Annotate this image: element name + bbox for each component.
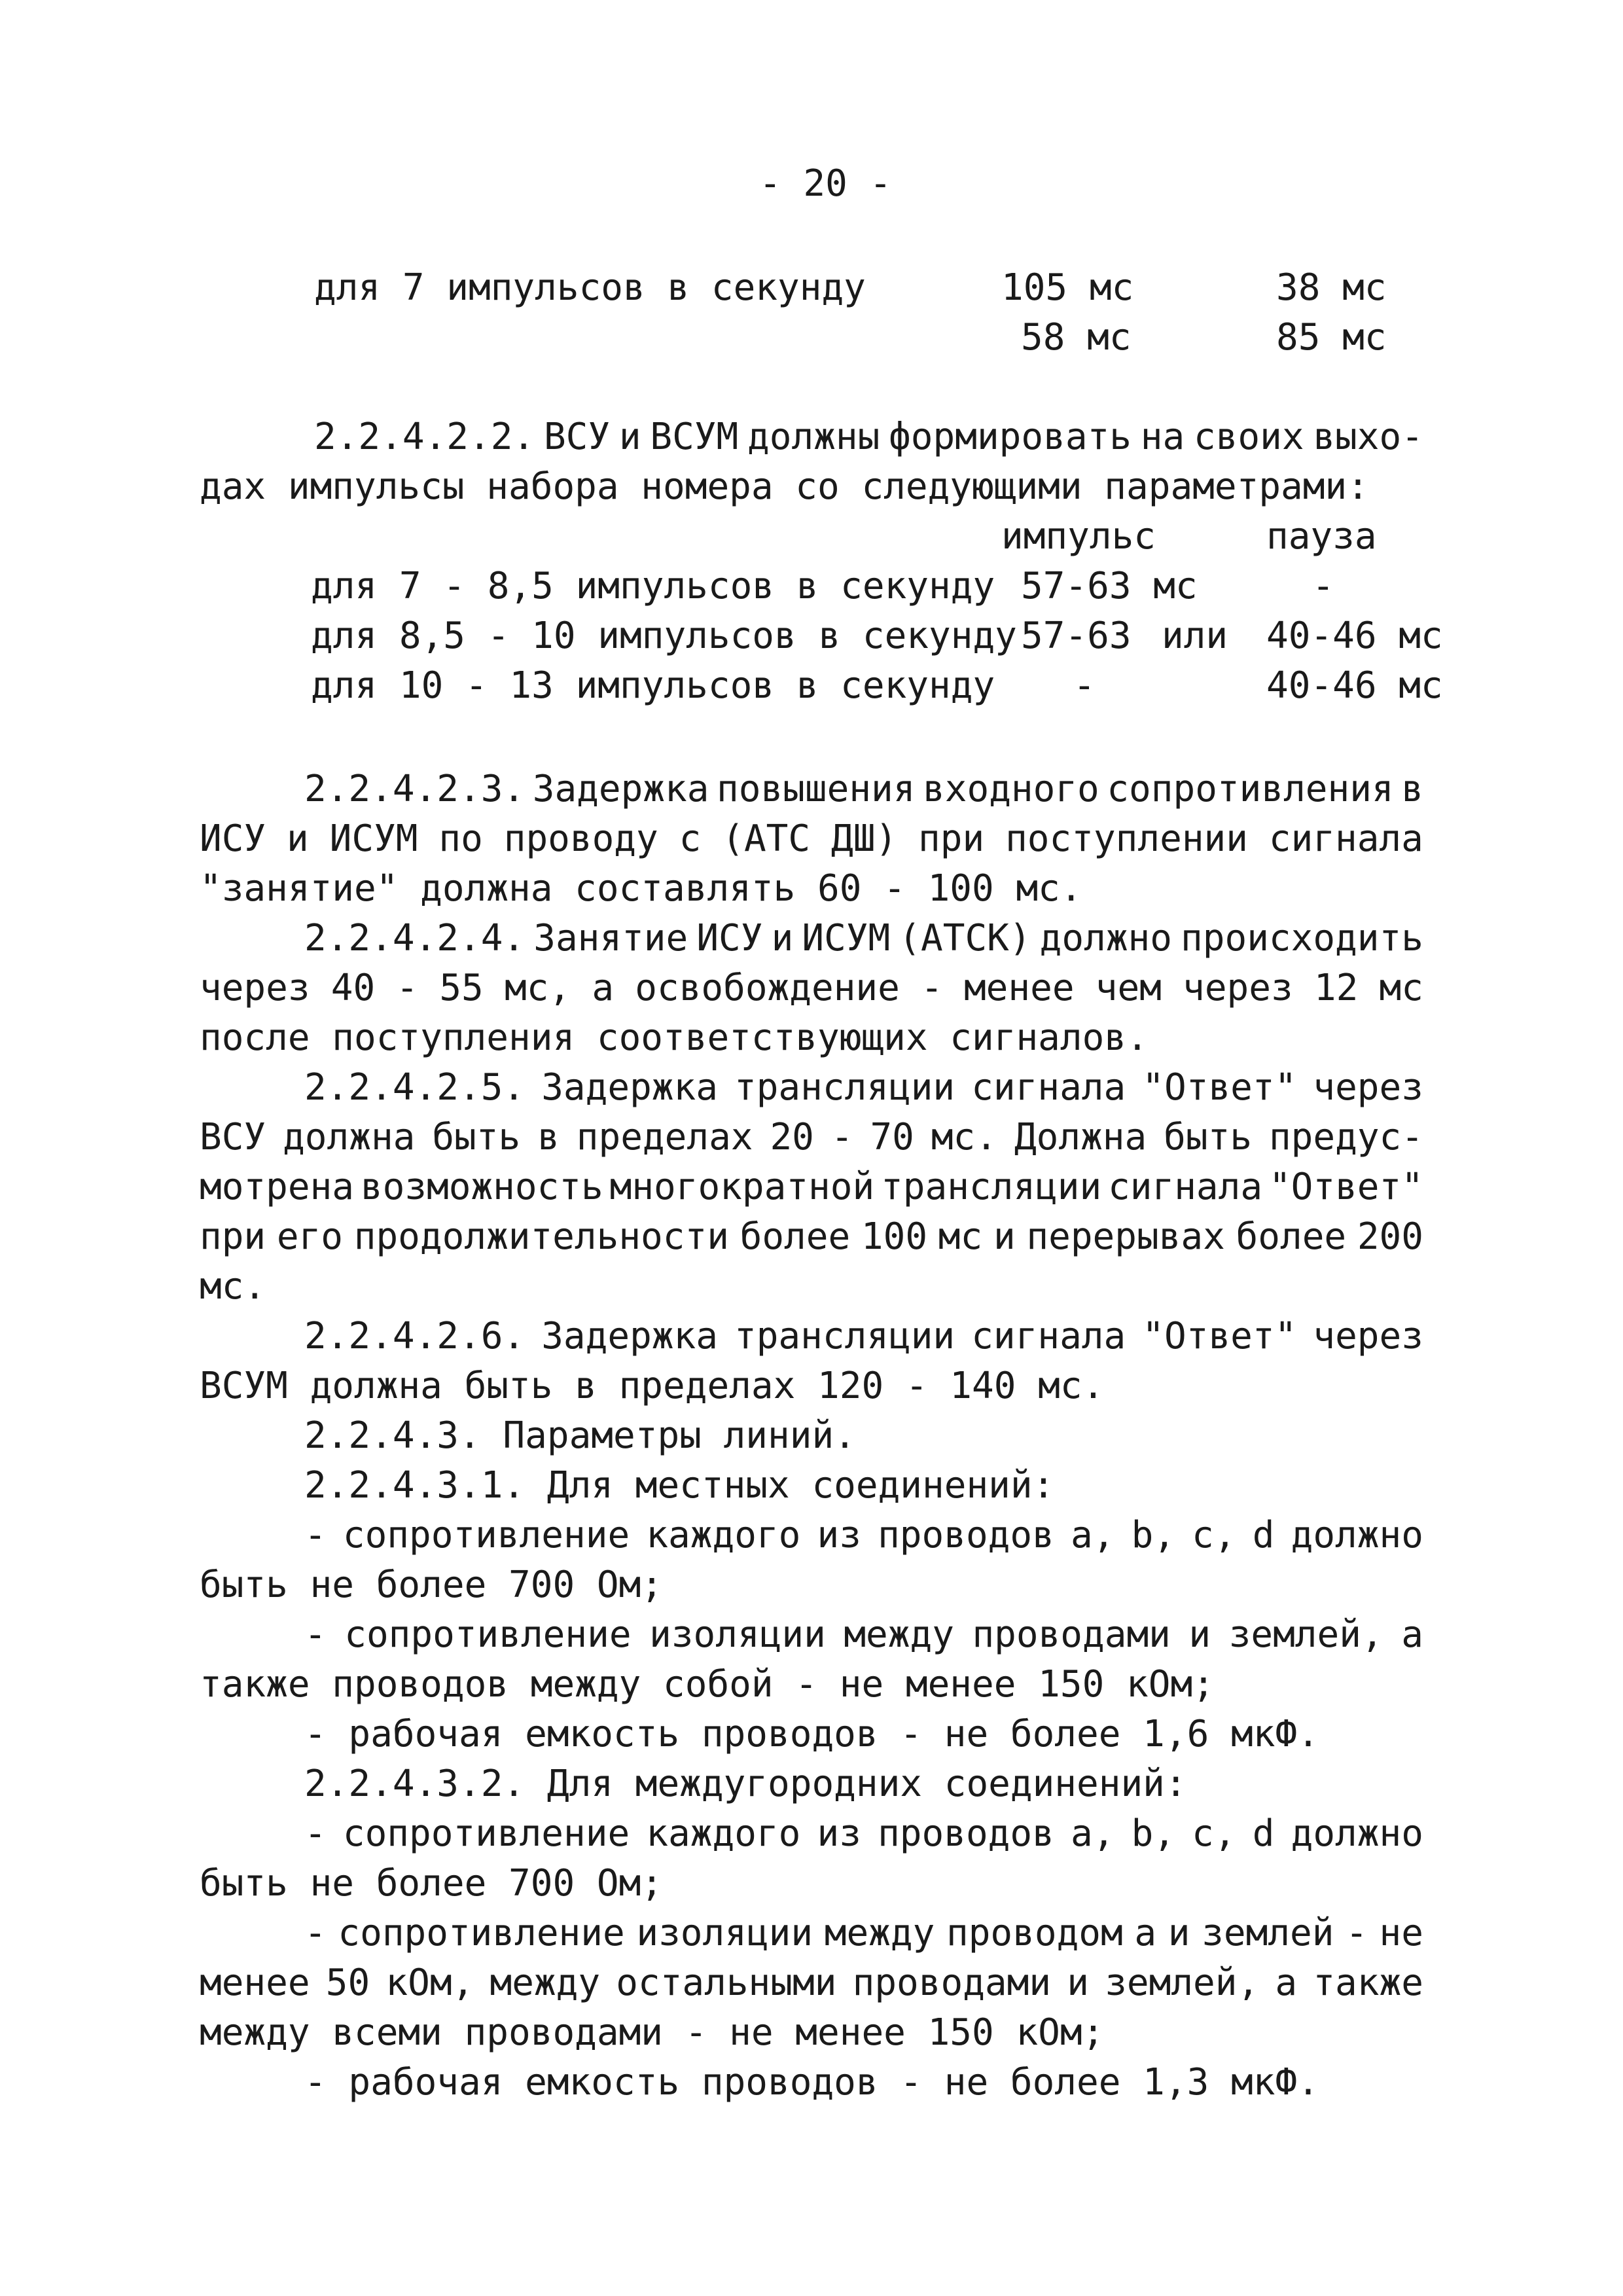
paragraph-line <box>200 1212 1423 1262</box>
word: (АТСК) <box>899 917 1031 960</box>
word: должно <box>1039 917 1172 960</box>
word: Задержка <box>532 768 709 810</box>
word: входного <box>923 768 1099 810</box>
word: "Ответ" <box>1142 1066 1297 1109</box>
word: возможность <box>360 1166 603 1208</box>
word: менее <box>963 967 1075 1009</box>
word: d <box>1252 1514 1275 1556</box>
word: землей <box>1202 1912 1334 1954</box>
word: проводов <box>878 1514 1054 1556</box>
rate-label: для 8,5 - 10 импульсов в секунду <box>311 615 1017 657</box>
word: 2.2.4.2.6. <box>304 1315 526 1357</box>
word: не <box>1379 1912 1423 1954</box>
word: между <box>824 1912 935 1954</box>
word: проводов <box>878 1812 1054 1855</box>
word: ИСУ <box>696 917 763 960</box>
word: Должна <box>1014 1116 1147 1158</box>
word: a <box>1134 1912 1157 1954</box>
value-cell: 57-63 мс <box>1021 565 1198 607</box>
word: и <box>771 917 794 960</box>
paragraph-line: после поступления соответствующих сигналов. <box>200 1016 1149 1059</box>
paragraph-line <box>200 814 1423 864</box>
value-cell: 57-63 <box>1021 615 1132 657</box>
word: более <box>740 1215 851 1258</box>
word: мотрена <box>200 1166 355 1208</box>
word: предус- <box>1268 1116 1423 1158</box>
word: изоляции <box>649 1613 826 1656</box>
word: и <box>618 416 641 458</box>
word: a, <box>1070 1812 1115 1855</box>
word: сигнала <box>971 1315 1126 1357</box>
word: - <box>304 1812 327 1855</box>
rate-label: для 7 импульсов в секунду <box>314 266 866 309</box>
word: b, <box>1131 1514 1175 1556</box>
word: каждого <box>646 1812 801 1855</box>
word: 200 <box>1357 1215 1423 1258</box>
word: между <box>844 1613 954 1656</box>
column-header-impulse: импульс <box>1001 515 1156 558</box>
word: d <box>1252 1812 1275 1855</box>
list-item-line: - рабочая емкость проводов - не более 1,3 мкФ. <box>304 2061 1319 2104</box>
paragraph-line: мс. <box>200 1265 266 1308</box>
word: через <box>200 967 310 1009</box>
word: при <box>200 1215 266 1258</box>
word: в <box>537 1116 560 1158</box>
word: через <box>1313 1066 1423 1109</box>
word: проводами <box>972 1613 1171 1656</box>
word: по <box>438 817 483 860</box>
list-item-line <box>304 1909 1423 1958</box>
word: поступлении <box>1005 817 1248 860</box>
list-item-line <box>304 1610 1423 1660</box>
paragraph-line <box>200 963 1423 1013</box>
word: из <box>817 1514 861 1556</box>
value-cell: 105 мс <box>1001 266 1134 309</box>
word: а <box>1401 1613 1423 1656</box>
rate-label: для 7 - 8,5 импульсов в секунду <box>311 565 995 607</box>
word: пределах <box>576 1116 753 1158</box>
word: мс, <box>504 967 571 1009</box>
list-item-line: быть не более 700 Ом; <box>200 1564 664 1606</box>
word: должно <box>1291 1514 1423 1556</box>
word: своих <box>1193 416 1304 458</box>
section-heading: 2.2.4.3.2. Для междугородних соединений: <box>304 1763 1187 1805</box>
word: - <box>1346 1912 1368 1954</box>
word: через <box>1183 967 1293 1009</box>
word: трансляции <box>734 1066 955 1109</box>
value-cell: 58 мс <box>1021 316 1132 359</box>
word: Задержка <box>541 1315 718 1357</box>
paragraph-line: "занятие" должна составлять 60 - 100 мс. <box>200 867 1082 910</box>
word: ВСУ <box>200 1116 266 1158</box>
word: - <box>921 967 943 1009</box>
paragraph-line <box>304 764 1423 814</box>
word: чем <box>1095 967 1162 1009</box>
list-item-line: - рабочая емкость проводов - не более 1,6 мкФ. <box>304 1713 1319 1755</box>
word: ИСУМ <box>329 817 418 860</box>
word: выхо- <box>1313 416 1423 458</box>
word: сопротивление <box>344 1613 632 1656</box>
section-heading: 2.2.4.3.1. Для местных соединений: <box>304 1464 1055 1507</box>
word: из <box>817 1812 861 1855</box>
word: проводами <box>852 1962 1052 2004</box>
rate-label: для 10 - 13 импульсов в секунду <box>311 664 995 707</box>
word: сопротивления <box>1107 768 1394 810</box>
word: сигнала <box>1108 1166 1263 1208</box>
word: ИСУМ <box>802 917 891 960</box>
word: - <box>396 967 419 1009</box>
word: каждого <box>646 1514 801 1556</box>
word: сигнала <box>1268 817 1423 860</box>
word: и <box>1168 1912 1190 1954</box>
word: 12 <box>1313 967 1359 1009</box>
section-heading: 2.2.4.3. Параметры линий. <box>304 1414 856 1457</box>
word: при <box>918 817 985 860</box>
paragraph-line <box>200 1113 1423 1162</box>
word: "Ответ" <box>1142 1315 1297 1357</box>
word: - <box>830 1116 853 1158</box>
word: и <box>287 817 309 860</box>
word: ДШ) <box>831 817 898 860</box>
value-cell: 40-46 мс <box>1266 664 1443 707</box>
word: кОм, <box>385 1962 474 2004</box>
word: его <box>276 1215 344 1258</box>
word: 70 <box>870 1116 914 1158</box>
word: формировать <box>889 416 1132 458</box>
word: ВСУ <box>543 416 611 458</box>
list-item-line: быть не более 700 Ом; <box>200 1862 664 1905</box>
word: Занятие <box>533 917 688 960</box>
list-item-line <box>200 1958 1423 2008</box>
word: 40 <box>330 967 376 1009</box>
word: ВСУМ <box>650 416 739 458</box>
word: проводу <box>503 817 658 860</box>
word: продолжительности <box>353 1215 729 1258</box>
paragraph-line <box>200 1162 1423 1212</box>
word: также <box>1313 1962 1423 2004</box>
word: землей, <box>1228 1613 1383 1656</box>
page-number: - 20 - <box>759 162 892 205</box>
word: с <box>679 817 702 860</box>
word: c, <box>1192 1812 1236 1855</box>
word: "Ответ" <box>1268 1166 1423 1208</box>
value-cell: или <box>1162 615 1228 657</box>
value-cell: 38 мс <box>1276 266 1387 309</box>
value-cell: - <box>1312 565 1334 607</box>
word: землей, <box>1105 1962 1260 2004</box>
word: c, <box>1192 1514 1236 1556</box>
word: (АТС <box>722 817 811 860</box>
word: многократной <box>609 1166 875 1208</box>
word: в <box>1401 768 1423 810</box>
list-item-line <box>304 1511 1423 1560</box>
word: сигнала <box>971 1066 1126 1109</box>
word: ИСУ <box>200 817 266 860</box>
word: a, <box>1070 1514 1115 1556</box>
word: - <box>304 1613 327 1656</box>
word: а <box>1275 1962 1298 2004</box>
word: сопротивление <box>342 1812 630 1855</box>
word: мс. <box>931 1116 997 1158</box>
word: - <box>304 1514 327 1556</box>
word: освобождение <box>635 967 900 1009</box>
word: менее <box>200 1962 310 2004</box>
word: проводом <box>946 1912 1123 1954</box>
word: 50 <box>325 1962 370 2004</box>
paragraph-line <box>304 914 1423 963</box>
value-cell: - <box>1073 664 1096 707</box>
paragraph-line <box>314 412 1423 462</box>
word: изоляции <box>636 1912 813 1954</box>
word: и <box>993 1215 1016 1258</box>
word: 2.2.4.2.5. <box>304 1066 526 1109</box>
word: b, <box>1131 1812 1175 1855</box>
word: трансляции <box>881 1166 1102 1208</box>
paragraph-line: дах импульсы набора номера со следующими параметрами: <box>200 465 1369 508</box>
word: и <box>1067 1962 1089 2004</box>
word: трансляции <box>734 1315 955 1357</box>
word: 55 <box>439 967 484 1009</box>
list-item-line: также проводов между собой - не менее 150 кОм; <box>200 1663 1215 1706</box>
word: должна <box>283 1116 416 1158</box>
word: происходить <box>1181 917 1423 960</box>
word: 100 <box>861 1215 928 1258</box>
word: более <box>1236 1215 1347 1258</box>
value-cell: 40-46 мс <box>1266 615 1443 657</box>
word: остальными <box>616 1962 837 2004</box>
list-item-line <box>304 1809 1423 1859</box>
word: через <box>1313 1315 1423 1357</box>
paragraph-line <box>304 1063 1423 1113</box>
word: - <box>304 1912 327 1954</box>
word: между <box>490 1962 601 2004</box>
word: быть <box>1164 1116 1253 1158</box>
word: и <box>1188 1613 1211 1656</box>
word: Задержка <box>541 1066 718 1109</box>
word: 2.2.4.2.3. <box>304 768 526 810</box>
word: на <box>1140 416 1185 458</box>
word: сопротивление <box>338 1912 625 1954</box>
word: перерывах <box>1026 1215 1225 1258</box>
value-cell: 85 мс <box>1276 316 1387 359</box>
word: 2.2.4.2.4. <box>304 917 526 960</box>
word: мс <box>1379 967 1423 1009</box>
word: а <box>592 967 615 1009</box>
word: должны <box>747 416 880 458</box>
word: мс <box>938 1215 983 1258</box>
word: должно <box>1291 1812 1423 1855</box>
word: повышения <box>717 768 916 810</box>
list-item-line: между всеми проводами - не менее 150 кОм; <box>200 2011 1105 2054</box>
paragraph-line: ВСУМ должна быть в пределах 120 - 140 мс. <box>200 1365 1105 1407</box>
word: 2.2.4.2.2. <box>314 416 535 458</box>
paragraph-line <box>304 1312 1423 1361</box>
word: сопротивление <box>342 1514 630 1556</box>
word: 20 <box>770 1116 814 1158</box>
word: быть <box>432 1116 521 1158</box>
column-header-pause: пауза <box>1266 515 1377 558</box>
